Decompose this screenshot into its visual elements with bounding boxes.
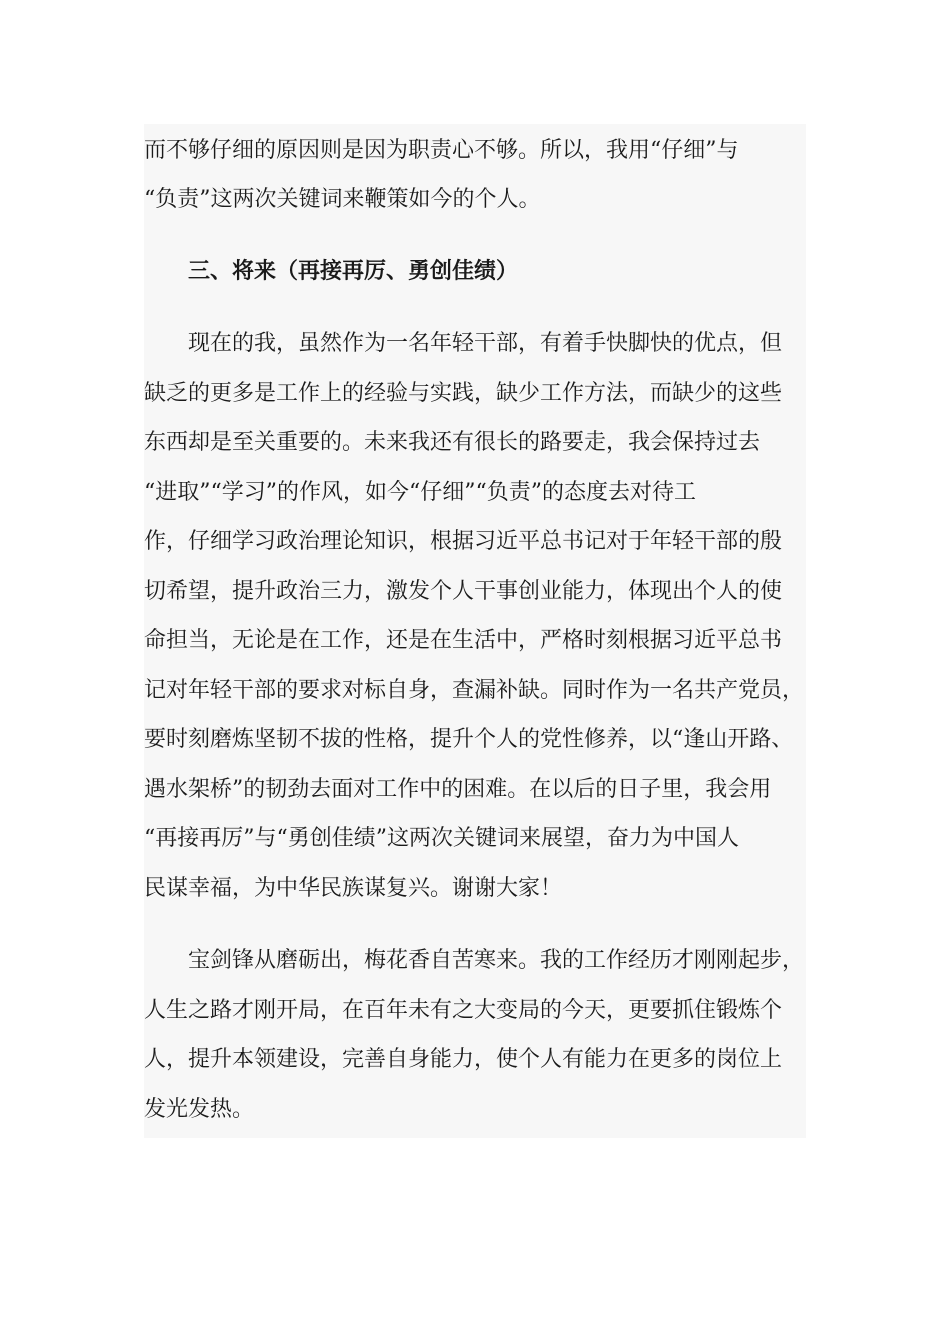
paragraph-line: 人，提升本领建设，完善自身能力，使个人有能力在更多的岗位上 — [144, 1047, 783, 1072]
paragraph-line: 人生之路才刚开局，在百年未有之大变局的今天，更要抓住锻炼个 — [144, 998, 783, 1023]
paragraph-line: 现在的我，虽然作为一名年轻干部，有着手快脚快的优点，但 — [188, 331, 783, 356]
paragraph-line: “进取”“学习”的作风，如今“仔细”“负责”的态度去对待工 — [144, 480, 696, 505]
paragraph-line: 而不够仔细的原因则是因为职责心不够。所以，我用“仔细”与 — [144, 138, 739, 163]
text-block — [144, 124, 806, 1138]
paragraph-line: 发光发热。 — [144, 1097, 255, 1122]
paragraph-line: 命担当，无论是在工作，还是在生活中，严格时刻根据习近平总书 — [144, 628, 783, 653]
paragraph-line: 东西却是至关重要的。未来我还有很长的路要走，我会保持过去 — [144, 430, 761, 455]
paragraph-line: “负责”这两次关键词来鞭策如今的个人。 — [144, 187, 541, 212]
paragraph-line: 作，仔细学习政治理论知识，根据习近平总书记对于年轻干部的殷 — [144, 529, 783, 554]
paragraph-line: 宝剑锋从磨砺出，梅花香自苦寒来。我的工作经历才刚刚起步， — [188, 948, 805, 973]
paragraph-line: “再接再厉”与“勇创佳绩”这两次关键词来展望，奋力为中国人 — [144, 826, 739, 851]
paragraph-line: 记对年轻干部的要求对标自身，查漏补缺。同时作为一名共产党员， — [144, 678, 805, 703]
paragraph-line: 要时刻磨炼坚韧不拔的性格，提升个人的党性修养，以“逢山开路、 — [144, 727, 794, 752]
section-heading: 三、将来（再接再厉、勇创佳绩） — [188, 259, 519, 284]
paragraph-line: 民谋幸福，为中华民族谋复兴。谢谢大家！ — [144, 876, 563, 901]
paragraph-line: 切希望，提升政治三力，激发个人干事创业能力，体现出个人的使 — [144, 579, 783, 604]
paragraph-line: 缺乏的更多是工作上的经验与实践，缺少工作方法，而缺少的这些 — [144, 381, 783, 406]
paragraph-line: 遇水架桥”的韧劲去面对工作中的困难。在以后的日子里，我会用 — [144, 777, 772, 802]
